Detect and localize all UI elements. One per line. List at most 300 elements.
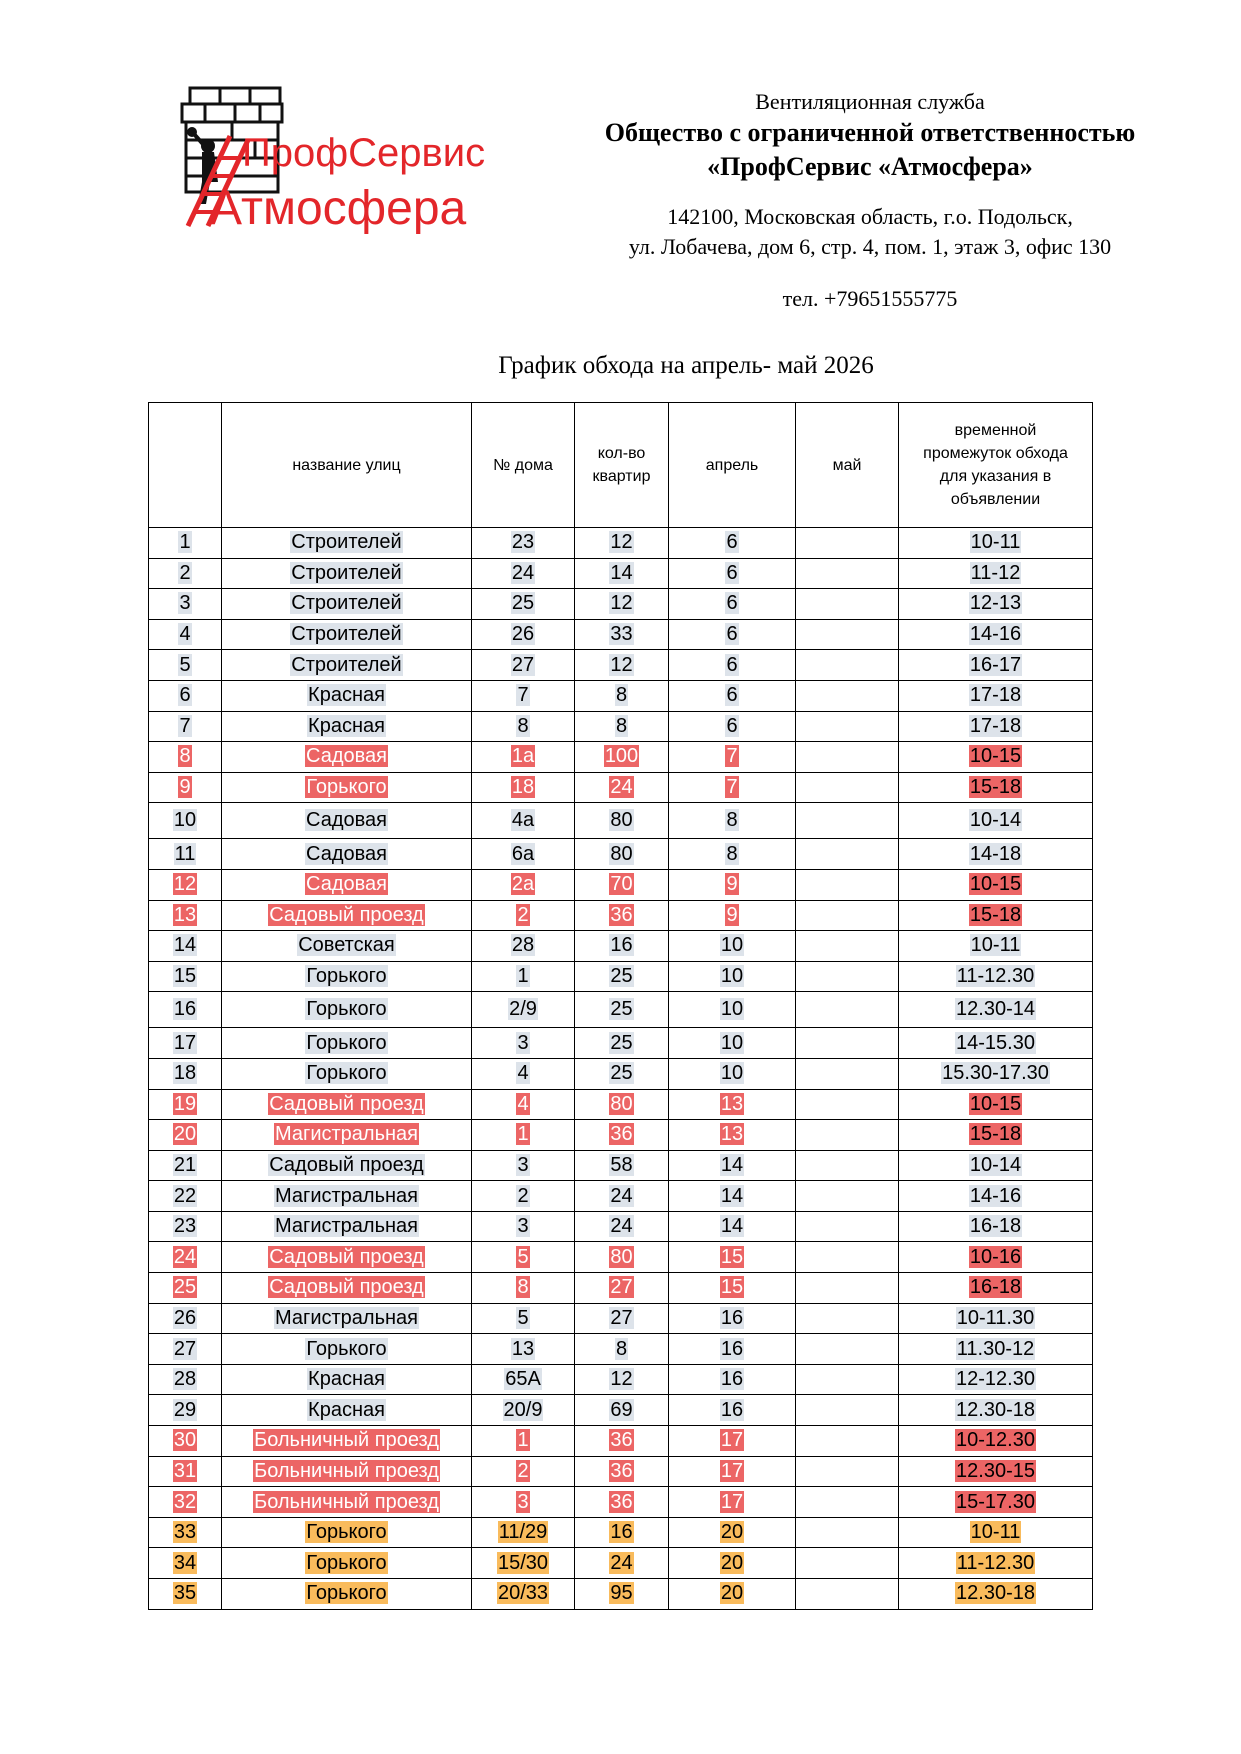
- cell-number: [149, 839, 222, 870]
- table-header-row: [149, 403, 1093, 528]
- cell-house-value: 20/33: [497, 1582, 549, 1605]
- cell-house-value: 28: [511, 934, 535, 957]
- table-row: [149, 742, 1093, 773]
- cell-number-value: 1: [179, 531, 191, 554]
- cell-number: [149, 931, 222, 962]
- cell-street-value: Горького: [306, 1062, 387, 1085]
- cell-flats-value: 24: [610, 1551, 633, 1574]
- cell-street: [222, 619, 472, 650]
- cell-may-value: [846, 873, 848, 895]
- cell-april-value: 16: [720, 1398, 744, 1421]
- cell-street: [222, 1028, 472, 1059]
- cell-street: [222, 742, 472, 773]
- cell-may: [796, 1028, 899, 1059]
- cell-flats-value: 80: [610, 1245, 633, 1268]
- cell-street-value: Красная: [308, 1398, 385, 1421]
- cell-may: [796, 1120, 899, 1151]
- cell-april-value: 10: [720, 934, 744, 957]
- cell-april-value: 6: [726, 623, 738, 646]
- cell-number: [149, 1211, 222, 1242]
- cell-time-value: 10-15: [969, 745, 1022, 768]
- cell-april-value: 16: [720, 1306, 744, 1329]
- cell-street: [222, 803, 472, 839]
- cell-april-value: 6: [726, 592, 738, 615]
- cell-flats-value: 36: [610, 1123, 633, 1146]
- cell-april: [669, 1181, 796, 1212]
- cell-house: [472, 1120, 575, 1151]
- cell-flats: [575, 869, 669, 900]
- table-row: [149, 772, 1093, 803]
- cell-house-value: 1: [517, 1429, 529, 1452]
- cell-number-value: 14: [173, 934, 197, 957]
- cell-may-value: [846, 1491, 848, 1513]
- cell-flats-value: 25: [610, 1031, 633, 1054]
- col-header-street: название улиц: [222, 403, 472, 528]
- cell-april-value: 14: [720, 1153, 744, 1176]
- cell-street: [222, 1364, 472, 1395]
- cell-street-value: Строителей: [291, 623, 402, 646]
- cell-number: [149, 869, 222, 900]
- cell-time-value: 10-14: [969, 809, 1022, 832]
- table-row: [149, 528, 1093, 559]
- cell-april: [669, 742, 796, 773]
- cell-time: [899, 961, 1093, 992]
- cell-number: [149, 680, 222, 711]
- cell-flats: [575, 1517, 669, 1548]
- cell-april: [669, 803, 796, 839]
- cell-april: [669, 1517, 796, 1548]
- cell-house-value: 26: [511, 623, 535, 646]
- cell-flats: [575, 1273, 669, 1304]
- cell-april-value: 6: [726, 561, 738, 584]
- cell-house-value: 4а: [511, 809, 535, 832]
- cell-time-value: 17-18: [969, 714, 1022, 737]
- cell-house-value: 3: [517, 1490, 529, 1513]
- cell-flats: [575, 992, 669, 1028]
- cell-time-value: 10-11: [970, 1521, 1021, 1544]
- cell-april-value: 7: [726, 776, 738, 799]
- cell-number: [149, 772, 222, 803]
- cell-april-value: 17: [720, 1459, 744, 1482]
- cell-house: [472, 1487, 575, 1518]
- cell-flats: [575, 772, 669, 803]
- cell-april: [669, 558, 796, 589]
- cell-flats: [575, 650, 669, 681]
- cell-house: [472, 992, 575, 1028]
- cell-may: [796, 528, 899, 559]
- cell-flats-value: 8: [615, 684, 628, 707]
- cell-number-value: 21: [173, 1153, 197, 1176]
- cell-number-value: 20: [173, 1123, 197, 1146]
- cell-time-value: 10-16: [969, 1245, 1022, 1268]
- cell-time-value: 12-12.30: [956, 1368, 1035, 1391]
- cell-flats-value: 24: [610, 776, 633, 799]
- cell-time: [899, 528, 1093, 559]
- table-row: [149, 1242, 1093, 1273]
- cell-house: [472, 1548, 575, 1579]
- cell-street-value: Садовый проезд: [269, 903, 424, 926]
- cell-time: [899, 1487, 1093, 1518]
- cell-time-value: 16-17: [969, 653, 1022, 676]
- cell-may-value: [846, 715, 848, 737]
- cell-time: [899, 1426, 1093, 1457]
- table-row: [149, 1426, 1093, 1457]
- table-row: [149, 1273, 1093, 1304]
- table-row: [149, 961, 1093, 992]
- cell-may-value: [846, 1399, 848, 1421]
- cell-house-value: 18: [511, 776, 535, 799]
- cell-may-value: [846, 1429, 848, 1451]
- col-header-number: [149, 403, 222, 528]
- table-row: [149, 1517, 1093, 1548]
- cell-april-value: 20: [720, 1551, 744, 1574]
- cell-time: [899, 1517, 1093, 1548]
- cell-flats: [575, 528, 669, 559]
- cell-street-value: Садовый проезд: [269, 1245, 424, 1268]
- cell-number: [149, 1242, 222, 1273]
- cell-may-value: [846, 843, 848, 865]
- cell-april: [669, 900, 796, 931]
- cell-house-value: 3: [517, 1031, 529, 1054]
- cell-april-value: 13: [720, 1123, 744, 1146]
- cell-time: [899, 1211, 1093, 1242]
- cell-april: [669, 1120, 796, 1151]
- cell-flats: [575, 1303, 669, 1334]
- cell-time: [899, 711, 1093, 742]
- cell-house-value: 5: [517, 1245, 529, 1268]
- cell-street: [222, 680, 472, 711]
- cell-flats: [575, 1211, 669, 1242]
- cell-number-value: 9: [179, 776, 191, 799]
- cell-street: [222, 900, 472, 931]
- cell-number-value: 8: [179, 745, 191, 768]
- cell-flats: [575, 1364, 669, 1395]
- cell-house-value: 25: [511, 592, 535, 615]
- cell-april-value: 20: [720, 1521, 744, 1544]
- table-row: [149, 589, 1093, 620]
- cell-street-value: Больничный проезд: [254, 1459, 439, 1482]
- cell-flats: [575, 619, 669, 650]
- cell-time-value: 12.30-18: [956, 1582, 1035, 1605]
- cell-time-value: 11-12.30: [956, 965, 1035, 988]
- logo-text-line2: Атмосфера: [210, 182, 467, 235]
- cell-house: [472, 1579, 575, 1610]
- cell-street: [222, 558, 472, 589]
- cell-house-value: 11/29: [498, 1521, 548, 1544]
- cell-street: [222, 589, 472, 620]
- cell-may: [796, 1456, 899, 1487]
- cell-time-value: 11.30-12: [956, 1337, 1035, 1360]
- cell-may-value: [846, 531, 848, 553]
- cell-flats-value: 27: [610, 1276, 633, 1299]
- cell-flats: [575, 900, 669, 931]
- cell-april: [669, 680, 796, 711]
- cell-time-value: 14-16: [969, 623, 1022, 646]
- cell-flats-value: 33: [610, 623, 633, 646]
- cell-flats: [575, 711, 669, 742]
- cell-time: [899, 558, 1093, 589]
- cell-time-value: 10-15: [969, 1092, 1022, 1115]
- cell-number: [149, 1364, 222, 1395]
- cell-time: [899, 650, 1093, 681]
- logo-text-line1: ПрофСервис: [242, 131, 486, 175]
- cell-house-value: 3: [517, 1153, 529, 1176]
- cell-april: [669, 650, 796, 681]
- cell-house: [472, 680, 575, 711]
- org-name-line2: «ПрофСервис «Атмосфера»: [707, 152, 1033, 181]
- table-row: [149, 803, 1093, 839]
- table-row: [149, 1150, 1093, 1181]
- cell-flats-value: 12: [610, 592, 633, 615]
- cell-may: [796, 961, 899, 992]
- cell-flats-value: 80: [610, 1092, 633, 1115]
- cell-time-value: 12.30-14: [956, 998, 1035, 1021]
- col-header-may: май: [796, 403, 899, 528]
- cell-flats-value: 25: [610, 1062, 633, 1085]
- cell-may-value: [846, 745, 848, 767]
- cell-number: [149, 1395, 222, 1426]
- schedule-table: [148, 402, 1093, 1610]
- cell-flats: [575, 839, 669, 870]
- cell-street-value: Магистральная: [275, 1215, 418, 1238]
- cell-flats-value: 12: [610, 1368, 633, 1391]
- cell-may-value: [846, 1062, 848, 1084]
- cell-flats-value: 25: [610, 965, 633, 988]
- cell-may-value: [846, 684, 848, 706]
- cell-number-value: 32: [173, 1490, 197, 1513]
- cell-may: [796, 619, 899, 650]
- cell-time-value: 16-18: [969, 1215, 1022, 1238]
- cell-number: [149, 1028, 222, 1059]
- cell-street: [222, 839, 472, 870]
- cell-street-value: Магистральная: [275, 1184, 418, 1207]
- col-header-house: № дома: [472, 403, 575, 528]
- cell-flats-value: 8: [615, 1337, 628, 1360]
- cell-may-value: [846, 592, 848, 614]
- cell-street-value: Красная: [308, 1368, 385, 1391]
- cell-flats: [575, 1242, 669, 1273]
- cell-flats-value: 25: [610, 998, 633, 1021]
- cell-may-value: [846, 1460, 848, 1482]
- cell-may: [796, 1089, 899, 1120]
- cell-street: [222, 650, 472, 681]
- cell-number: [149, 1517, 222, 1548]
- cell-number-value: 27: [173, 1337, 197, 1360]
- cell-time-value: 11-12: [970, 561, 1021, 584]
- cell-april: [669, 1487, 796, 1518]
- cell-flats-value: 58: [610, 1153, 633, 1176]
- cell-may: [796, 1181, 899, 1212]
- cell-number: [149, 900, 222, 931]
- cell-may-value: [846, 1093, 848, 1115]
- cell-number-value: 24: [173, 1245, 197, 1268]
- cell-street: [222, 931, 472, 962]
- cell-house-value: 1: [517, 965, 529, 988]
- table-row: [149, 1334, 1093, 1365]
- cell-may: [796, 1548, 899, 1579]
- cell-april: [669, 1364, 796, 1395]
- cell-time-value: 10-11.30: [956, 1306, 1035, 1329]
- phone: тел. +79651555775: [782, 286, 958, 311]
- cell-street-value: Горького: [306, 1521, 387, 1544]
- cell-number-value: 5: [179, 653, 191, 676]
- cell-april: [669, 1242, 796, 1273]
- cell-street: [222, 711, 472, 742]
- cell-house-value: 6а: [511, 842, 535, 865]
- cell-house: [472, 961, 575, 992]
- cell-flats-value: 16: [610, 934, 633, 957]
- cell-number-value: 16: [173, 998, 197, 1021]
- cell-april: [669, 1334, 796, 1365]
- cell-may-value: [846, 1582, 848, 1604]
- address-line1: 142100, Московская область, г.о. Подольск,: [667, 204, 1073, 229]
- cell-time: [899, 1089, 1093, 1120]
- cell-may-value: [846, 1246, 848, 1268]
- cell-house: [472, 772, 575, 803]
- cell-may-value: [846, 998, 848, 1020]
- cell-house: [472, 1334, 575, 1365]
- cell-time-value: 10-11: [970, 531, 1021, 554]
- cell-time-value: 17-18: [969, 684, 1022, 707]
- cell-april-value: 8: [726, 842, 738, 865]
- cell-may: [796, 1334, 899, 1365]
- cell-street-value: Больничный проезд: [254, 1429, 439, 1452]
- cell-time: [899, 680, 1093, 711]
- table-row: [149, 1456, 1093, 1487]
- cell-may: [796, 1487, 899, 1518]
- cell-street-value: Больничный проезд: [254, 1490, 439, 1513]
- cell-time: [899, 1242, 1093, 1273]
- cell-may-value: [846, 1215, 848, 1237]
- cell-house-value: 1: [517, 1123, 529, 1146]
- cell-april: [669, 931, 796, 962]
- table-row: [149, 1028, 1093, 1059]
- cell-flats: [575, 1150, 669, 1181]
- cell-flats: [575, 742, 669, 773]
- cell-time: [899, 742, 1093, 773]
- cell-may-value: [846, 1521, 848, 1543]
- cell-time-value: 12-13: [969, 592, 1022, 615]
- cell-flats-value: 12: [610, 531, 633, 554]
- cell-time: [899, 1395, 1093, 1426]
- cell-street: [222, 1242, 472, 1273]
- cell-number-value: 34: [173, 1551, 197, 1574]
- cell-april: [669, 1548, 796, 1579]
- cell-house: [472, 619, 575, 650]
- table-row: [149, 1395, 1093, 1426]
- cell-number-value: 11: [174, 842, 196, 865]
- cell-april-value: 6: [726, 714, 738, 737]
- cell-may-value: [846, 965, 848, 987]
- cell-number-value: 12: [173, 873, 197, 896]
- cell-house-value: 65А: [505, 1368, 541, 1391]
- cell-street: [222, 1517, 472, 1548]
- cell-number-value: 3: [179, 592, 191, 615]
- cell-april-value: 16: [720, 1337, 744, 1360]
- cell-house: [472, 1181, 575, 1212]
- cell-may: [796, 558, 899, 589]
- cell-house-value: 4: [517, 1092, 529, 1115]
- cell-time: [899, 1273, 1093, 1304]
- cell-house-value: 2/9: [509, 998, 537, 1021]
- cell-number-value: 4: [179, 623, 191, 646]
- cell-time-value: 15-18: [969, 903, 1022, 926]
- cell-time: [899, 839, 1093, 870]
- company-logo: [180, 86, 510, 246]
- table-row: [149, 1579, 1093, 1610]
- cell-street-value: Горького: [306, 1582, 387, 1605]
- cell-may: [796, 931, 899, 962]
- cell-flats-value: 36: [610, 1459, 633, 1482]
- cell-time-value: 12.30-15: [956, 1459, 1035, 1482]
- cell-house-value: 2а: [511, 873, 535, 896]
- cell-house-value: 24: [511, 561, 535, 584]
- cell-number: [149, 1273, 222, 1304]
- cell-street-value: Строителей: [291, 592, 402, 615]
- cell-number-value: 7: [179, 714, 191, 737]
- cell-number-value: 18: [173, 1062, 197, 1085]
- cell-april: [669, 528, 796, 559]
- cell-house-value: 3: [517, 1215, 529, 1238]
- cell-house: [472, 1273, 575, 1304]
- cell-street: [222, 772, 472, 803]
- cell-number: [149, 1426, 222, 1457]
- cell-april-value: 16: [720, 1368, 744, 1391]
- cell-flats: [575, 961, 669, 992]
- cell-number: [149, 619, 222, 650]
- cell-april: [669, 1456, 796, 1487]
- cell-may: [796, 1395, 899, 1426]
- cell-flats-value: 36: [610, 1429, 633, 1452]
- table-row: [149, 1487, 1093, 1518]
- cell-house-value: 1а: [511, 745, 535, 768]
- cell-number: [149, 961, 222, 992]
- cell-time-value: 10-14: [969, 1153, 1022, 1176]
- col-header-flats: кол-во квартир: [575, 403, 669, 528]
- cell-number-value: 28: [173, 1368, 197, 1391]
- cell-number-value: 22: [173, 1184, 197, 1207]
- cell-street-value: Горького: [306, 998, 387, 1021]
- cell-number-value: 23: [173, 1215, 197, 1238]
- table-row: [149, 619, 1093, 650]
- cell-may: [796, 1579, 899, 1610]
- cell-number-value: 19: [173, 1092, 197, 1115]
- cell-april-value: 10: [720, 965, 744, 988]
- cell-april: [669, 1089, 796, 1120]
- cell-house: [472, 931, 575, 962]
- cell-street: [222, 528, 472, 559]
- cell-may-value: [846, 776, 848, 798]
- cell-house: [472, 650, 575, 681]
- cell-street: [222, 1058, 472, 1089]
- cell-april: [669, 1303, 796, 1334]
- cell-april-value: 20: [720, 1582, 744, 1605]
- cell-may: [796, 1303, 899, 1334]
- cell-house-value: 5: [517, 1306, 529, 1329]
- cell-may-value: [846, 934, 848, 956]
- table-row: [149, 558, 1093, 589]
- cell-street-value: Советская: [298, 934, 395, 957]
- table-row: [149, 1058, 1093, 1089]
- cell-number: [149, 1303, 222, 1334]
- cell-house: [472, 1028, 575, 1059]
- cell-april: [669, 1395, 796, 1426]
- cell-april: [669, 711, 796, 742]
- cell-number: [149, 528, 222, 559]
- cell-april-value: 13: [720, 1092, 744, 1115]
- table-row: [149, 992, 1093, 1028]
- cell-april-value: 15: [720, 1245, 744, 1268]
